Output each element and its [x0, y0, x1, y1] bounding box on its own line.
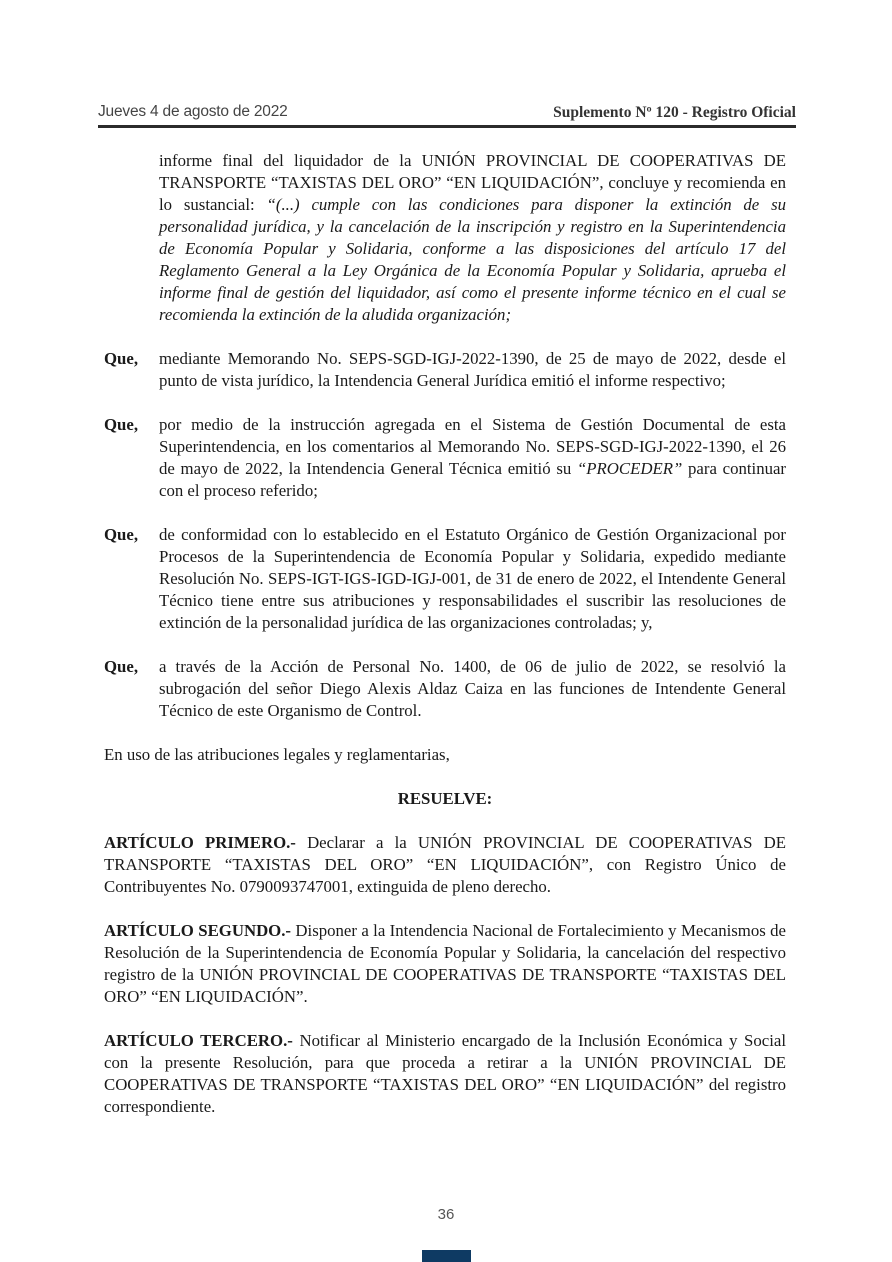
articulo-text: Disponer a la Intendencia Nacional de Fortalecimiento y Mecanismos de Resolución de la Superintendencia de Economía Popular y Solidaria, la cancelación del respectivo registro de la UNIÓN PROVINCIAL DE COOPERATIVAS DE TRANSPORTE “TAXISTAS DEL ORO” “EN LIQUIDACIÓN”.: [104, 921, 787, 1006]
considerando-1: [104, 348, 786, 392]
header-divider: [98, 125, 796, 128]
articulo-tercero: [104, 1030, 786, 1118]
articulo-label: ARTÍCULO TERCERO.-: [104, 1031, 293, 1050]
document-body: [104, 150, 786, 1118]
que-label: Que,: [104, 525, 139, 544]
continuation-paragraph: [159, 150, 786, 326]
considerando-text: mediante Memorando No. SEPS-SGD-IGJ-2022-1390, de 25 de mayo de 2022, desde el punto de vista jurídico, la Intendencia General Jurídica emitió el informe respectivo;: [159, 349, 786, 390]
proceder-term: “PROCEDER”: [576, 459, 683, 478]
que-label: Que,: [104, 349, 139, 368]
preamble: En uso de las atribuciones legales y reglamentarias,: [104, 745, 450, 764]
que-label: Que,: [104, 657, 139, 676]
considerando-4: [104, 656, 786, 722]
considerando-text-part: para continuar con el proceso referido;: [159, 459, 787, 500]
page-number: 36: [437, 1206, 455, 1223]
considerando-text-part: por medio de la instrucción agregada en el Sistema de Gestión Documental de esta Superintendencia, en los comentarios al Memorando No. SEPS-SGD-IGJ-2022-1390, el 26 de mayo de 2022, la Intendencia General Técnica emitió su: [159, 415, 786, 478]
articulo-text: Declarar a la UNIÓN PROVINCIAL DE COOPERATIVAS DE TRANSPORTE “TAXISTAS DEL ORO” “EN LIQUIDACIÓN”, con Registro Único de Contribuyentes No. 0790093747001, extinguida de pleno derecho.: [104, 833, 786, 896]
que-label: Que,: [104, 415, 139, 434]
header-publication: Suplemento Nº 120 - Registro Oficial: [553, 104, 796, 121]
header-date: Jueves 4 de agosto de 2022: [98, 103, 288, 120]
resuelve-heading: RESUELVE:: [397, 789, 493, 808]
articulo-primero: [104, 832, 786, 898]
articulo-label: ARTÍCULO SEGUNDO.-: [104, 921, 292, 940]
articulo-segundo: [104, 920, 786, 1008]
footer-bar: [422, 1250, 471, 1262]
page-header: [98, 103, 796, 125]
considerando-2: [104, 414, 786, 502]
continuation-quote: “(...) cumple con las condiciones para disponer la extinción de su personalidad jurídica, y la cancelación de la inscripción y registro en la Superintendencia de Economía Popular y Solidaria, conforme a las disposiciones del artículo 17 del Reglamento General a la Ley Orgánica de la Economía Popular y Solidaria, aprueba el informe final de gestión del liquidador, así como el presente informe técnico en el cual se recomienda la extinción de la aludida organización;: [159, 195, 786, 324]
considerando-text: de conformidad con lo establecido en el Estatuto Orgánico de Gestión Organizacional por Procesos de la Superintendencia de Economía Popular y Solidaria, expedido mediante Resolución No. SEPS-IGT-IGS-IGD-IGJ-001, de 31 de enero de 2022, el Intendente General Técnico tiene entre sus atribuciones y responsabilidades el suscribir las resoluciones de extinción de la personalidad jurídica de las organizaciones controladas; y,: [159, 525, 786, 632]
considerando-3: [104, 524, 786, 634]
considerando-text: a través de la Acción de Personal No. 1400, de 06 de julio de 2022, se resolvió la subrogación del señor Diego Alexis Aldaz Caiza en las funciones de Intendente General Técnico de este Organismo de Control.: [159, 657, 786, 720]
articulo-label: ARTÍCULO PRIMERO.-: [104, 833, 296, 852]
considerando-text: [159, 414, 786, 502]
articulo-text: Notificar al Ministerio encargado de la Inclusión Económica y Social con la presente Resolución, para que proceda a retirar a la UNIÓN PROVINCIAL DE COOPERATIVAS DE TRANSPORTE “TAXISTAS DEL ORO” “EN LIQUIDACIÓN” del registro correspondiente.: [104, 1031, 786, 1116]
continuation-text: informe final del liquidador de la UNIÓN PROVINCIAL DE COOPERATIVAS DE TRANSPORTE “TAXISTAS DEL ORO” “EN LIQUIDACIÓN”, concluye y recomienda en lo sustancial:: [159, 151, 786, 214]
